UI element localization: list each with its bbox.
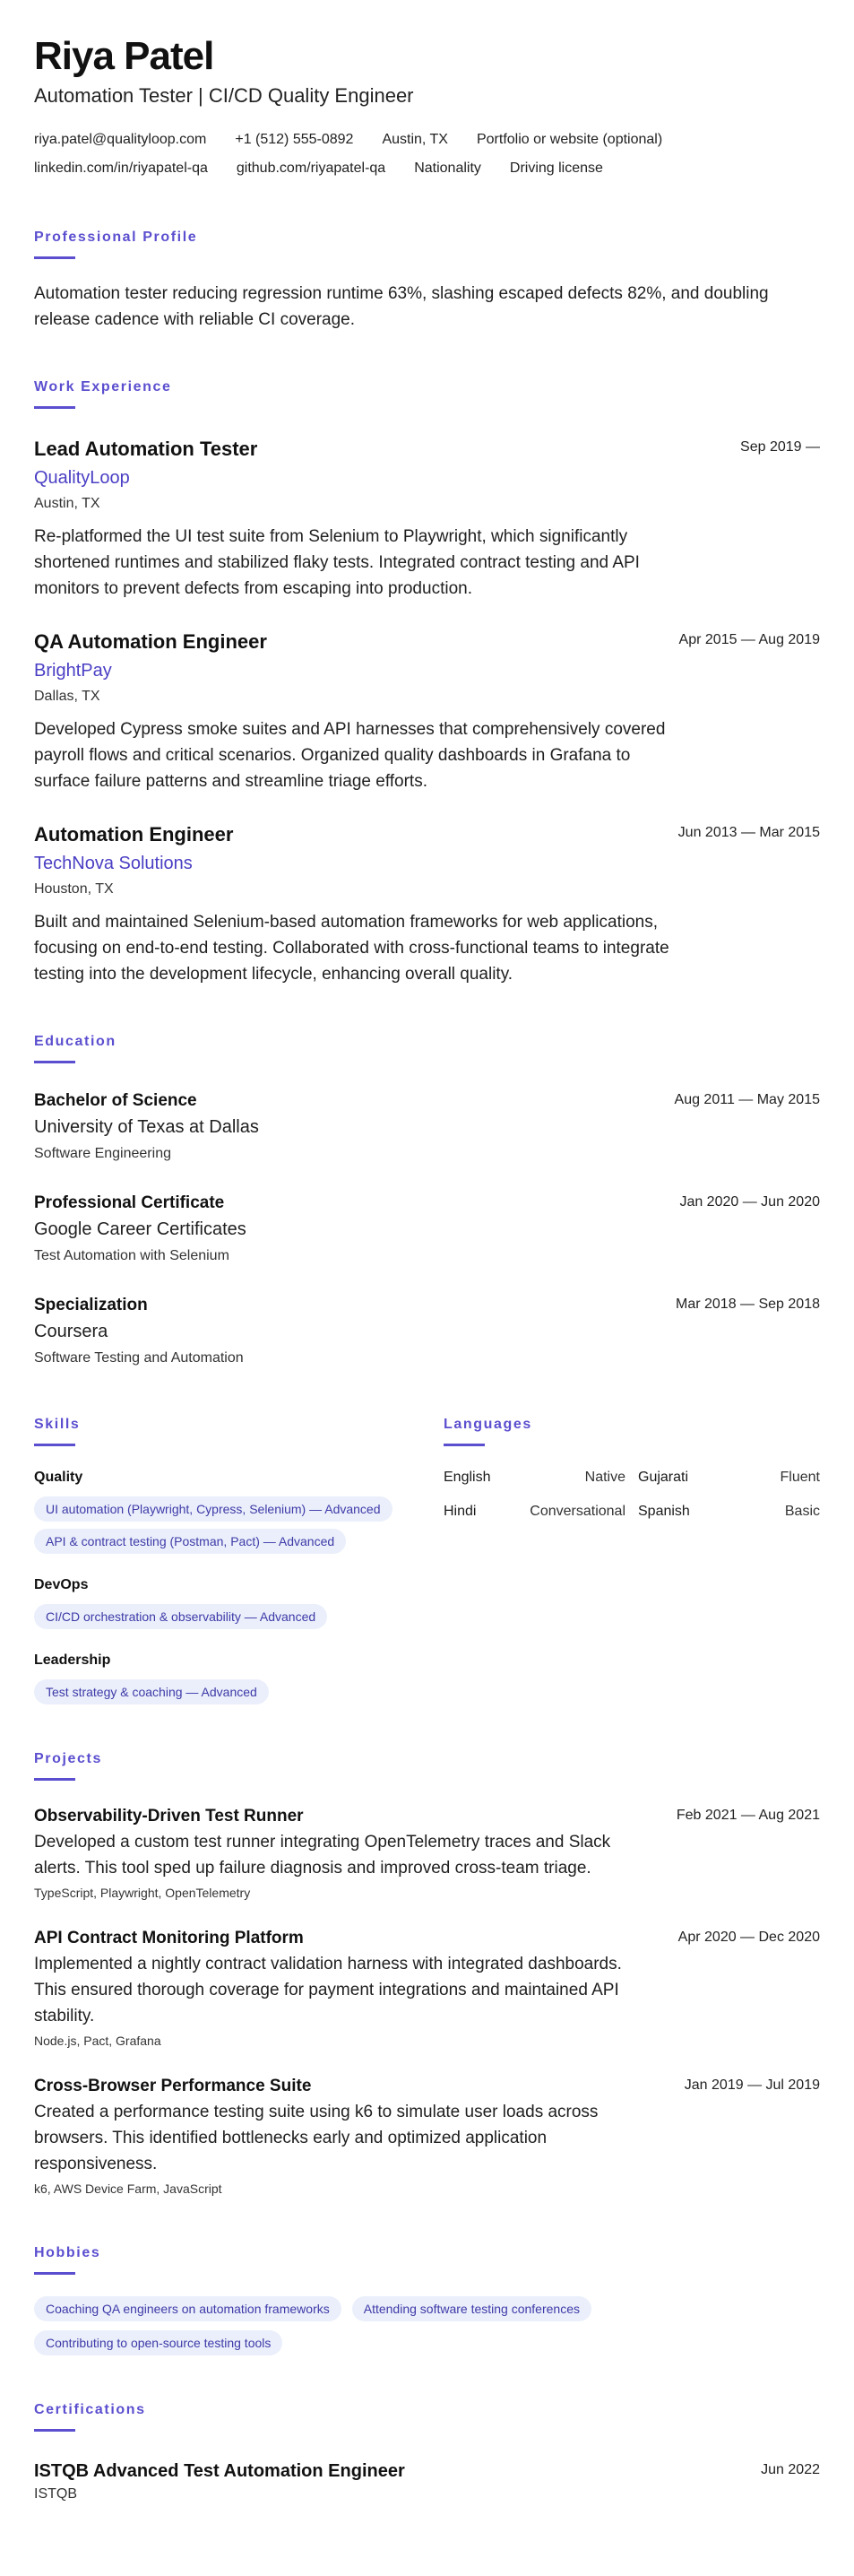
hobby-tag: Contributing to open-source testing tools [34, 2330, 282, 2355]
education-dates: Mar 2018 — Sep 2018 [676, 1297, 820, 1312]
hobbies-heading: Hobbies [34, 2245, 101, 2260]
section-divider [34, 406, 75, 409]
location-text: Austin, TX [382, 132, 448, 147]
school-name: Google Career Certificates [34, 1219, 246, 1239]
skill-tag: Test strategy & coaching — Advanced [34, 1679, 269, 1704]
language-level: Native [584, 1470, 625, 1485]
skill-tags [34, 1679, 410, 1704]
contact-row-2 [34, 154, 820, 183]
language-item [638, 1502, 820, 1522]
language-item [444, 1502, 625, 1522]
skill-tags [34, 1604, 410, 1629]
education-item [34, 1089, 820, 1166]
candidate-name: Riya Patel [34, 34, 214, 78]
email-link[interactable]: riya.patel@qualityloop.com [34, 132, 207, 147]
experience-section [34, 379, 820, 987]
certification-title: ISTQB Advanced Test Automation Engineer [34, 2461, 405, 2481]
project-item [34, 1804, 820, 1903]
project-title: Observability-Driven Test Runner [34, 1807, 304, 1826]
section-divider [34, 2272, 75, 2275]
language-name: Gujarati [638, 1470, 689, 1485]
certifications-heading: Certifications [34, 2402, 146, 2417]
profile-section [34, 230, 820, 333]
job-dates: Sep 2019 — [740, 439, 820, 455]
project-description: Developed a custom test runner integrating OpenTelemetry traces and Slack alerts. This tool sped up failure diagnosis and improved cross-team triage. [34, 1833, 611, 1878]
project-tech-stack: k6, AWS Device Farm, JavaScript [34, 2181, 222, 2196]
job-title: Automation Engineer [34, 823, 234, 846]
experience-heading: Work Experience [34, 379, 172, 395]
field-of-study: Software Testing and Automation [34, 1350, 244, 1366]
projects-heading: Projects [34, 1751, 102, 1766]
job-location: Austin, TX [34, 496, 100, 511]
skills-section [34, 1370, 410, 1704]
skill-group-title: DevOps [34, 1577, 89, 1592]
company-name: QualityLoop [34, 468, 130, 488]
contact-block [34, 126, 820, 183]
project-title: Cross-Browser Performance Suite [34, 2077, 312, 2095]
hobby-tags [34, 2296, 715, 2355]
candidate-title: Automation Tester | CI/CD Quality Engineer [34, 84, 414, 107]
section-divider [34, 2429, 75, 2432]
degree-title: Bachelor of Science [34, 1091, 197, 1110]
education-item [34, 1293, 820, 1370]
job-title: Lead Automation Tester [34, 438, 258, 460]
project-title: API Contract Monitoring Platform [34, 1929, 304, 1947]
education-dates: Jan 2020 — Jun 2020 [679, 1194, 820, 1210]
job-location: Houston, TX [34, 881, 114, 897]
school-name: University of Texas at Dallas [34, 1117, 259, 1137]
job-description: Developed Cypress smoke suites and API harnesses that comprehensively covered payroll flows and critical scenarios. Organized quality dashboards in Grafana to surface failure patterns and streamline triage efforts. [34, 720, 666, 791]
project-dates: Feb 2021 — Aug 2021 [676, 1808, 820, 1823]
language-name: Hindi [444, 1504, 477, 1519]
section-divider [34, 1061, 75, 1063]
project-item [34, 2074, 820, 2199]
project-tech-stack: Node.js, Pact, Grafana [34, 2034, 161, 2048]
certification-issuer: ISTQB [34, 2486, 78, 2502]
experience-item [34, 821, 820, 987]
job-dates: Jun 2013 — Mar 2015 [677, 825, 820, 840]
language-level: Conversational [530, 1504, 625, 1519]
project-description: Created a performance testing suite using k6 to simulate user loads across browsers. This identified bottlenecks early and optimized application responsiveness. [34, 2103, 599, 2173]
job-location: Dallas, TX [34, 689, 100, 704]
portfolio-link[interactable]: Portfolio or website (optional) [476, 132, 663, 147]
skill-tags [34, 1496, 410, 1554]
experience-item [34, 436, 820, 602]
language-item [638, 1468, 820, 1487]
company-name: TechNova Solutions [34, 854, 193, 873]
language-name: English [444, 1470, 491, 1485]
projects-section [34, 1751, 820, 2199]
project-dates: Apr 2020 — Dec 2020 [677, 1930, 820, 1945]
school-name: Coursera [34, 1322, 108, 1341]
degree-title: Specialization [34, 1296, 148, 1314]
company-name: BrightPay [34, 661, 112, 681]
language-item [444, 1468, 625, 1487]
skill-tag: CI/CD orchestration & observability — Advanced [34, 1604, 327, 1629]
field-of-study: Software Engineering [34, 1146, 171, 1161]
job-description: Built and maintained Selenium-based automation frameworks for web applications, focusing on end-to-end testing. Collaborated with cross-functional teams to integrate testing into the development lifecycle, enhancing overall quality. [34, 913, 669, 984]
skills-heading: Skills [34, 1417, 81, 1432]
education-item [34, 1191, 820, 1268]
hobby-tag: Attending software testing conferences [352, 2296, 591, 2321]
driving-license-text: Driving license [509, 160, 603, 176]
skills-languages-row [34, 1370, 820, 1704]
section-divider [34, 256, 75, 259]
project-description: Implemented a nightly contract validation harness with integrated dashboards. This ensured thorough coverage for payment integrations and maintained API stability. [34, 1955, 622, 2025]
job-title: QA Automation Engineer [34, 630, 267, 653]
education-heading: Education [34, 1034, 116, 1049]
education-section [34, 1034, 820, 1370]
nationality-text: Nationality [414, 160, 481, 176]
job-description: Re-platformed the UI test suite from Selenium to Playwright, which significantly shortened runtimes and stabilized flaky tests. Integrated contract testing and API monitors to prevent defects from escaping into production. [34, 527, 640, 598]
certifications-section [34, 2402, 820, 2505]
skill-group-title: Leadership [34, 1652, 111, 1668]
section-divider [444, 1444, 485, 1446]
language-level: Basic [784, 1504, 820, 1519]
phone-text: +1 (512) 555-0892 [235, 132, 354, 147]
profile-summary: Automation tester reducing regression runtime 63%, slashing escaped defects 82%, and doubling release cadence with reliable CI coverage. [34, 284, 769, 329]
certification-date: Jun 2022 [761, 2462, 820, 2477]
project-tech-stack: TypeScript, Playwright, OpenTelemetry [34, 1886, 251, 1900]
language-name: Spanish [638, 1504, 690, 1519]
degree-title: Professional Certificate [34, 1193, 225, 1212]
education-dates: Aug 2011 — May 2015 [674, 1092, 820, 1107]
contact-row-1 [34, 126, 820, 154]
certification-item [34, 2459, 820, 2505]
skill-tag: UI automation (Playwright, Cypress, Selenium) — Advanced [34, 1496, 392, 1522]
hobbies-section [34, 2245, 820, 2355]
project-item [34, 1926, 820, 2051]
languages-list [444, 1468, 820, 1522]
languages-heading: Languages [444, 1417, 532, 1432]
skill-tag: API & contract testing (Postman, Pact) — Advanced [34, 1529, 346, 1554]
field-of-study: Test Automation with Selenium [34, 1248, 229, 1263]
project-dates: Jan 2019 — Jul 2019 [684, 2077, 820, 2093]
resume-header [34, 34, 820, 183]
section-divider [34, 1444, 75, 1446]
experience-item [34, 629, 820, 794]
linkedin-link[interactable]: linkedin.com/in/riyapatel-qa [34, 160, 208, 176]
section-divider [34, 1778, 75, 1781]
github-link[interactable]: github.com/riyapatel-qa [236, 160, 386, 176]
hobby-tag: Coaching QA engineers on automation frameworks [34, 2296, 341, 2321]
languages-section [444, 1370, 820, 1704]
profile-heading: Professional Profile [34, 230, 198, 245]
job-dates: Apr 2015 — Aug 2019 [678, 632, 820, 647]
language-level: Fluent [780, 1470, 820, 1485]
skill-group-title: Quality [34, 1470, 83, 1485]
